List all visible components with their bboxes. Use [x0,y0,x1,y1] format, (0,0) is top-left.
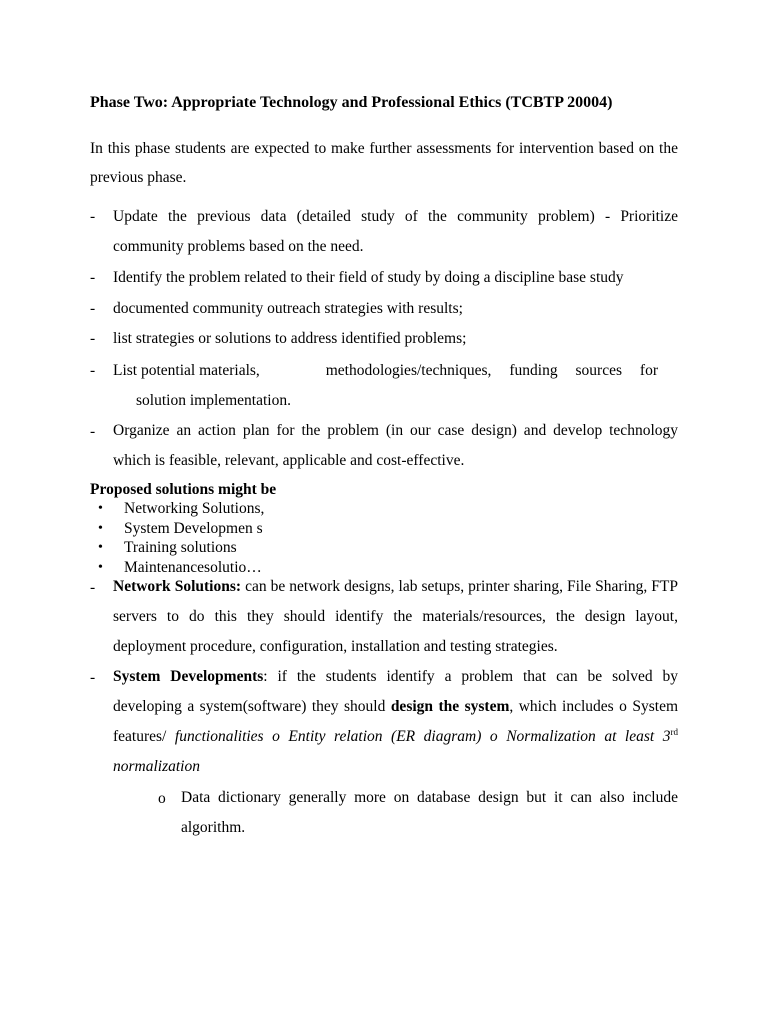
network-solutions-paragraph [113,572,678,662]
dash-marker: - [90,669,96,686]
dash-marker: - [90,423,96,440]
list-item [98,519,264,539]
bullet-text: System Developmen s [124,519,263,537]
intro-paragraph: In this phase students are expected to make further assessments for intervention based on the previous phase. [90,140,678,186]
system-text: : if the students identify a problem that can be solved by developing a system(software) they should [113,668,678,715]
bullet-icon: • [98,520,103,536]
bullet-text: Training solutions [124,539,237,556]
system-developments-label: System Developments [113,668,264,685]
bullet-icon: • [98,559,103,575]
bullet-text: Networking Solutions, [124,500,265,517]
data-dictionary-item: Data dictionary generally more on database design but it can also include algorithm. [181,789,678,836]
materials-part: methodologies/techniques, [325,362,492,379]
dash-marker: - [90,208,96,225]
list-item-strategies: list strategies or solutions to address identified problems; [113,330,467,347]
bullet-icon: • [98,540,103,555]
system-text: , which includes o System features/ [113,698,679,745]
list-item-action-plan: Organize an action plan for the problem (in our case design) and develop technology which is feasible, relevant, applicable and cost-effective. [113,422,678,469]
o-bullet-icon: o [158,790,166,807]
materials-part: funding [509,362,558,379]
materials-part: List potential materials, [113,362,260,379]
dash-marker: - [90,269,96,286]
network-solutions-label: Network Solutions: [113,578,242,595]
design-system-emphasis: design the system [390,698,510,715]
proposed-solutions-heading: Proposed solutions might be [90,481,277,498]
document-title: Phase Two: Appropriate Technology and Professional Ethics (TCBTP 20004) [90,94,613,111]
list-item-identify-problem: Identify the problem related to their field of study by doing a discipline base study [113,269,624,286]
dash-marker: - [90,362,96,379]
list-item-materials [113,356,658,386]
list-item [98,499,264,519]
list-item [98,538,264,558]
bullet-icon: • [98,501,103,516]
system-developments-paragraph [113,662,678,782]
dash-marker: - [90,300,96,317]
bullet-text: Maintenancesolutio… [124,558,262,576]
materials-part: for [639,362,658,379]
materials-part: sources [575,362,622,379]
materials-continuation: solution implementation. [136,392,291,409]
solutions-bullet-list [98,499,264,577]
superscript-rd: rd [670,726,678,737]
system-italic-text: normalization [113,758,200,775]
list-item-update-data: Update the previous data (detailed study of the community problem) - Prioritize community problems based on the need. [113,208,678,255]
list-item-outreach: documented community outreach strategies with results; [113,300,463,317]
network-solutions-text: can be network designs, lab setups, printer sharing, File Sharing, FTP servers to do this they should identify the materials/resources, the design layout, deployment procedure, configuration, installation and testing strategies. [113,578,678,655]
dash-marker: - [90,579,96,596]
system-italic-text: functionalities o Entity relation (ER diagram) o Normalization at least 3 [174,728,671,745]
dash-marker: - [90,330,96,347]
